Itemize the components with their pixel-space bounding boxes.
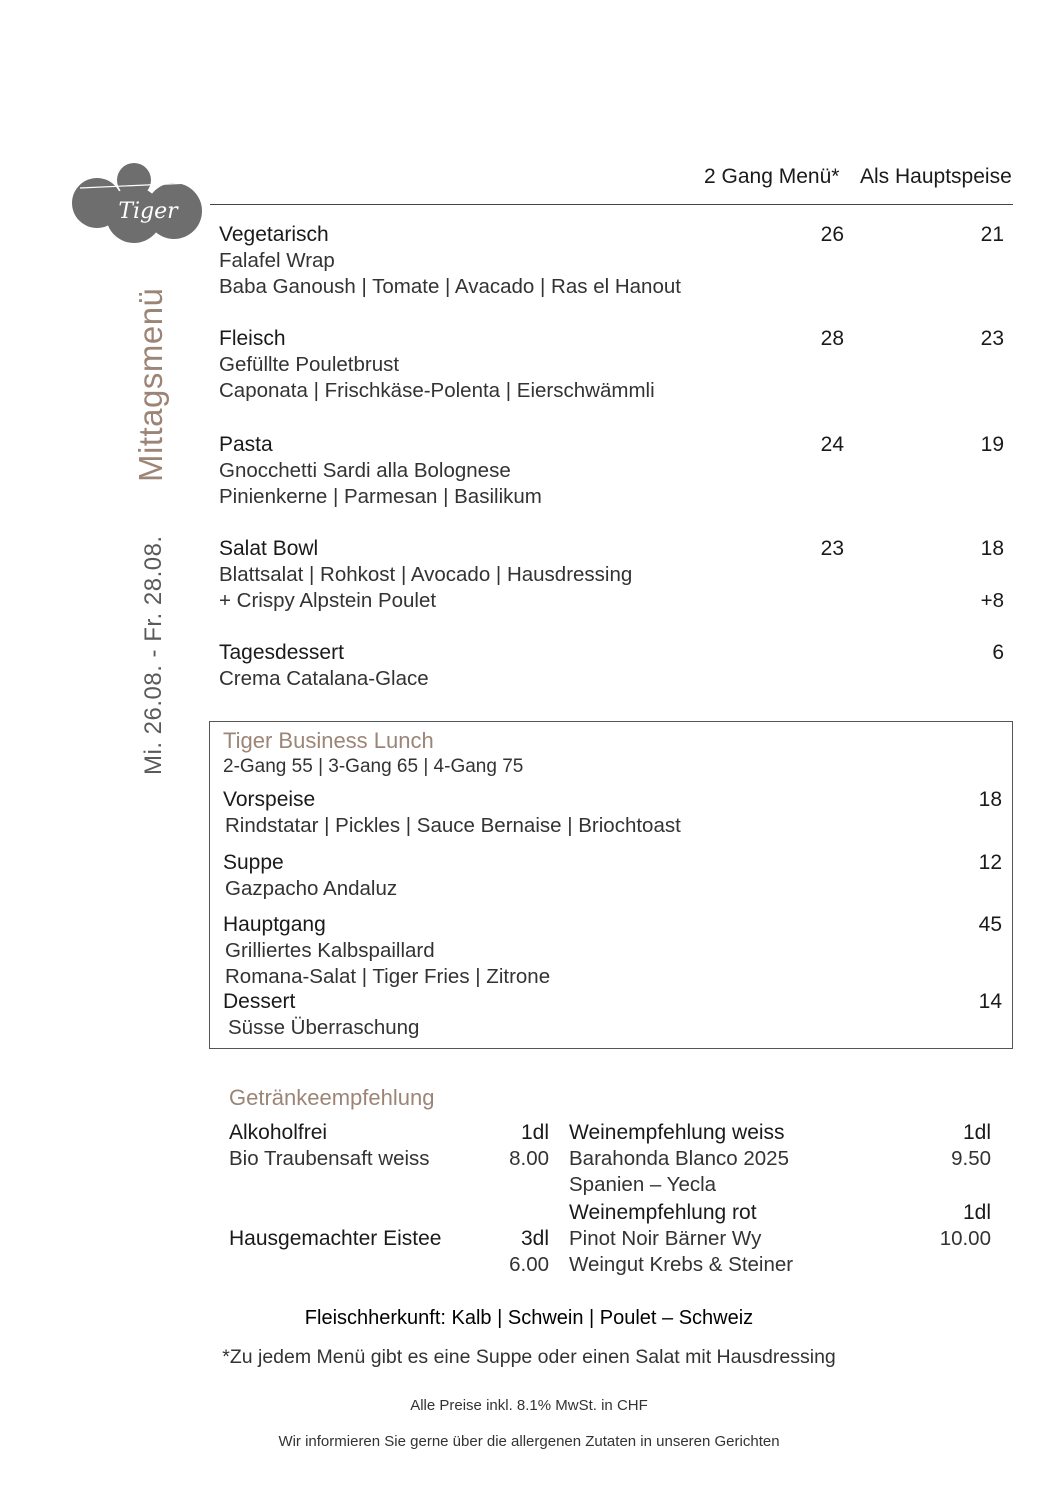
course-price: 18 [978, 788, 1002, 811]
drink-eistee [229, 1227, 549, 1279]
drink-name: Weinempfehlung weiss [569, 1121, 785, 1144]
tiger-logo [70, 163, 202, 245]
drink-price: 9.50 [951, 1147, 991, 1170]
price-main: 18 [980, 537, 1004, 560]
drink-item: Pinot Noir Bärner Wy [569, 1227, 762, 1250]
dish-category: Pasta [219, 433, 273, 456]
price-2gang: 28 [820, 327, 844, 350]
business-title: Tiger Business Lunch [223, 728, 434, 753]
dish-line: Caponata | Frischkäse-Polenta | Eierschwämmli [219, 379, 655, 402]
dish-line: Gnocchetti Sardi alla Bolognese [219, 459, 511, 482]
header-col-2gang: 2 Gang Menü* [704, 165, 840, 188]
price-2gang: 26 [820, 223, 844, 246]
dish-line: Baba Ganoush | Tomate | Avacado | Ras el Hanout [219, 275, 681, 298]
meat-origin: Fleischherkunft: Kalb | Schwein | Poulet – Schweiz [304, 1307, 754, 1329]
drink-price: 10.00 [939, 1227, 991, 1250]
course-hauptgang [223, 913, 1002, 991]
dish-category: Tagesdessert [219, 641, 344, 664]
price-2gang: 24 [820, 433, 844, 456]
side-dates: Mi. 26.08. - Fr. 28.08. [140, 535, 167, 775]
dish-line: Falafel Wrap [219, 249, 335, 272]
dish-line: Blattsalat | Rohkost | Avocado | Hausdressing [219, 563, 633, 586]
drink-unit: 1dl [962, 1121, 991, 1144]
drink-origin: Weingut Krebs & Steiner [569, 1253, 794, 1276]
drink-unit: 1dl [962, 1201, 991, 1224]
course-suppe [223, 851, 1002, 903]
price-main: 19 [980, 433, 1004, 456]
header-col-main: Als Hauptspeise [860, 165, 1012, 188]
vat-note: Alle Preise inkl. 8.1% MwSt. in CHF [410, 1397, 648, 1414]
side-title: Mittagsmenü [132, 287, 169, 482]
course-name: Vorspeise [223, 788, 316, 811]
course-line: Süsse Überraschung [228, 1016, 420, 1039]
price-main: 23 [980, 327, 1004, 350]
course-line: Rindstatar | Pickles | Sauce Bernaise | Briochtoast [225, 814, 681, 837]
drink-name: Hausgemachter Eistee [229, 1227, 442, 1250]
price-main: 21 [980, 223, 1004, 246]
logo-text: Tiger [118, 199, 178, 224]
allergen-note: Wir informieren Sie gerne über die allergenen Zutaten in unseren Gerichten [278, 1433, 780, 1450]
course-line: Grilliertes Kalbspaillard [225, 939, 435, 962]
course-line: Romana-Salat | Tiger Fries | Zitrone [225, 965, 551, 988]
drink-item: Bio Traubensaft weiss [229, 1147, 430, 1170]
dish-vegetarisch [219, 223, 1004, 301]
dish-category: Vegetarisch [219, 223, 329, 246]
drink-item: Barahonda Blanco 2025 [569, 1147, 789, 1170]
menu-note: *Zu jedem Menü gibt es eine Suppe oder einen Salat mit Hausdressing [222, 1346, 836, 1368]
drinks-section [229, 1085, 999, 1276]
dish-line: Crema Catalana-Glace [219, 667, 429, 690]
dish-line: Gefüllte Pouletbrust [219, 353, 400, 376]
course-name: Suppe [223, 851, 284, 874]
price-main: 6 [992, 641, 1004, 664]
course-price: 12 [978, 851, 1002, 874]
drink-alkoholfrei [229, 1121, 549, 1173]
course-name: Dessert [223, 990, 296, 1013]
price-extra: +8 [980, 589, 1004, 612]
drink-name: Weinempfehlung rot [569, 1201, 757, 1224]
dish-line: + Crispy Alpstein Poulet [219, 589, 437, 612]
course-price: 45 [978, 913, 1002, 936]
dish-tagesdessert [219, 641, 1004, 693]
drink-price: 8.00 [509, 1147, 549, 1170]
drink-wein-rot [569, 1201, 991, 1279]
business-subtitle: 2-Gang 55 | 3-Gang 65 | 4-Gang 75 [223, 756, 524, 777]
course-vorspeise [223, 788, 1002, 840]
dish-category: Fleisch [219, 327, 286, 350]
price-2gang: 23 [820, 537, 844, 560]
dish-pasta [219, 433, 1004, 511]
course-line: Gazpacho Andaluz [225, 877, 398, 900]
dish-line: Pinienkerne | Parmesan | Basilikum [219, 485, 542, 508]
course-dessert [223, 990, 1002, 1042]
drink-unit: 1dl [520, 1121, 549, 1144]
dish-fleisch [219, 327, 1004, 405]
drink-wein-weiss [569, 1121, 991, 1199]
dish-category: Salat Bowl [219, 537, 319, 560]
drink-unit: 3dl [520, 1227, 549, 1250]
header-rule [210, 204, 1013, 205]
drink-name: Alkoholfrei [229, 1121, 328, 1144]
business-lunch-box [209, 721, 1013, 1049]
drinks-title: Getränkeempfehlung [229, 1085, 435, 1110]
drink-price: 6.00 [509, 1253, 549, 1276]
course-name: Hauptgang [223, 913, 326, 936]
dish-salat-bowl [219, 537, 1004, 615]
course-price: 14 [978, 990, 1002, 1013]
drink-origin: Spanien – Yecla [569, 1173, 717, 1196]
